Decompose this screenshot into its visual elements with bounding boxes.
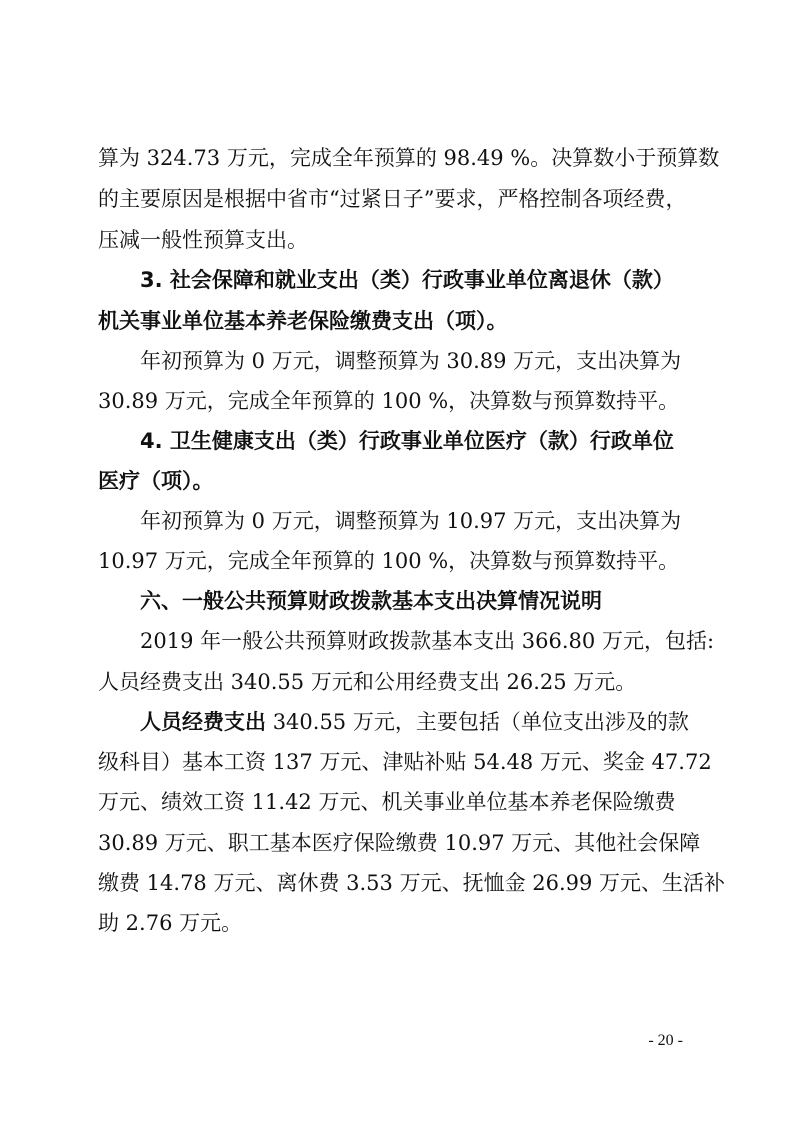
- text-line: 2019 年一般公共预算财政拨款基本支出 366.80 万元，包括:: [140, 629, 715, 653]
- text-line: 算为 324.73 万元，完成全年预算的 98.49 %。决算数小于预算数: [98, 146, 720, 170]
- page-number: - 20 -: [648, 1032, 683, 1049]
- text-line: 人员经费支出 340.55 万元和公用经费支出 26.25 万元。: [98, 670, 637, 694]
- chapter-heading: 六、一般公共预算财政拨款基本支出决算情况说明: [140, 589, 602, 613]
- text-line: 30.89 万元，完成全年预算的 100 %，决算数与预算数持平。: [98, 389, 680, 413]
- text-line: 30.89 万元、职工基本医疗保险缴费 10.97 万元、其他社会保障: [98, 831, 701, 855]
- text-line: 年初预算为 0 万元，调整预算为 30.89 万元，支出决算为: [140, 349, 682, 373]
- text-line: [140, 707, 740, 737]
- section-heading: 4. 卫生健康支出（类）行政事业单位医疗（款）行政单位: [140, 429, 674, 453]
- section-heading: 医疗（项）。: [98, 469, 214, 493]
- section-heading: 机关事业单位基本养老保险缴费支出（项）。: [98, 309, 508, 333]
- text-line: 助 2.76 万元。: [98, 911, 243, 935]
- personnel-text: 340.55 万元，主要包括（单位支出涉及的款: [272, 710, 689, 734]
- text-line: 10.97 万元，完成全年预算的 100 %，决算数与预算数持平。: [98, 549, 680, 573]
- section-heading: 3. 社会保障和就业支出（类）行政事业单位离退休（款）: [140, 268, 674, 292]
- text-line: 万元、绩效工资 11.42 万元、机关事业单位基本养老保险缴费: [98, 790, 676, 814]
- text-line: 级科目）基本工资 137 万元、津贴补贴 54.48 万元、奖金 47.72: [98, 750, 712, 774]
- text-line: 压减一般性预算支出。: [98, 228, 308, 252]
- text-line: 的主要原因是根据中省市“过紧日子”要求，严格控制各项经费，: [98, 187, 687, 211]
- text-line: 年初预算为 0 万元，调整预算为 10.97 万元，支出决算为: [140, 509, 682, 533]
- text-line: 缴费 14.78 万元、离休费 3.53 万元、抚恤金 26.99 万元、生活补: [98, 871, 726, 895]
- personnel-label: 人员经费支出: [140, 710, 266, 734]
